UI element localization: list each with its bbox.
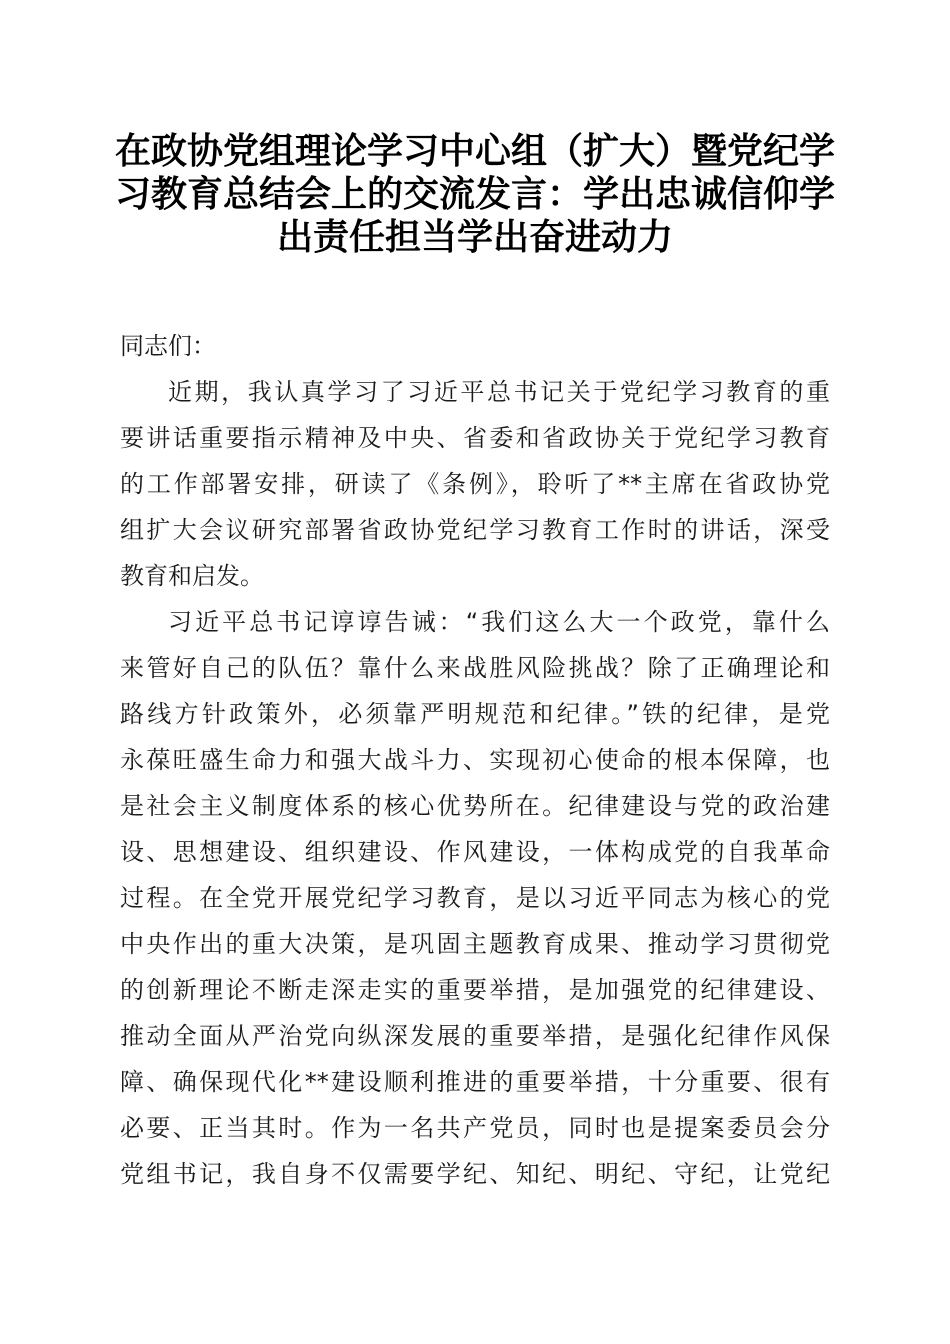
paragraph-line: 设、思想建设、组织建设、作风建设，一体构成党的自我革命	[120, 838, 830, 866]
document-title	[110, 130, 840, 259]
paragraph-line: 是社会主义制度体系的核心优势所在。纪律建设与党的政治建	[120, 792, 830, 820]
paragraph-line: 中央作出的重大决策，是巩固主题教育成果、推动学习贯彻党	[120, 930, 830, 958]
paragraph-line: 党组书记，我自身不仅需要学纪、知纪、明纪、守纪，让党纪	[120, 1160, 830, 1188]
paragraph-line: 的创新理论不断走深走实的重要举措，是加强党的纪律建设、	[120, 976, 830, 1004]
paragraph-line: 路线方针政策外，必须靠严明规范和纪律。”铁的纪律，是党	[120, 700, 830, 728]
title-line: 在政协党组理论学习中心组（扩大）暨党纪学	[114, 130, 835, 172]
paragraph-line: 过程。在全党开展党纪学习教育，是以习近平同志为核心的党	[120, 884, 830, 912]
salutation: 同志们：	[120, 332, 216, 360]
paragraph-line: 近期，我认真学习了习近平总书记关于党纪学习教育的重	[168, 378, 830, 406]
title-line: 出责任担当学出奋进动力	[276, 216, 673, 258]
document-body	[120, 323, 830, 1197]
paragraph-line: 障、确保现代化**建设顺利推进的重要举措，十分重要、很有	[120, 1068, 830, 1096]
paragraph-line: 组扩大会议研究部署省政协党纪学习教育工作时的讲话，深受	[120, 516, 830, 544]
paragraph-line: 的工作部署安排，研读了《条例》，聆听了**主席在省政协党	[120, 470, 830, 498]
title-line: 习教育总结会上的交流发言：学出忠诚信仰学	[114, 173, 835, 215]
paragraph-line: 必要、正当其时。作为一名共产党员，同时也是提案委员会分	[120, 1114, 830, 1142]
paragraph-1	[120, 369, 830, 599]
paragraph-2	[120, 599, 830, 1197]
paragraph-line: 习近平总书记谆谆告诫：“我们这么大一个政党，靠什么	[168, 608, 830, 636]
paragraph-line: 推动全面从严治党向纵深发展的重要举措，是强化纪律作风保	[120, 1022, 830, 1050]
paragraph-line: 永葆旺盛生命力和强大战斗力、实现初心使命的根本保障，也	[120, 746, 830, 774]
paragraph-line: 要讲话重要指示精神及中央、省委和省政协关于党纪学习教育	[120, 424, 830, 452]
paragraph-line: 教育和启发。	[120, 562, 264, 590]
paragraph-line: 来管好自己的队伍？靠什么来战胜风险挑战？除了正确理论和	[120, 654, 830, 682]
